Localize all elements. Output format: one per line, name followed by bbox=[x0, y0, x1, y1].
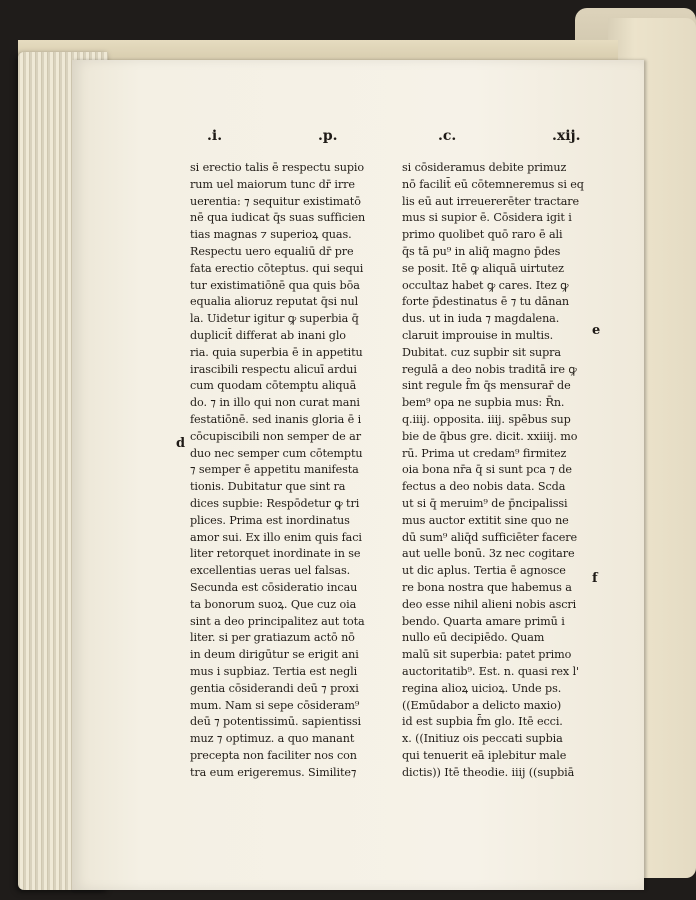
left-column-line: tionis. Dubitatur que sint ra bbox=[190, 480, 346, 494]
margin-note-e: e bbox=[592, 323, 601, 338]
margin-note-f: f bbox=[592, 571, 598, 586]
right-column-line: nullo eū decipiēdo. Quam bbox=[402, 631, 545, 645]
left-column-line: excellentias ueras uel falsas. bbox=[190, 564, 351, 578]
right-text-column bbox=[402, 160, 590, 781]
left-column-line: in deum dirigūtur se erigit ani bbox=[190, 648, 359, 662]
right-column-line: oia bona nr̄a q̄ si sunt pca ⁊ de bbox=[402, 463, 572, 477]
right-column-line: si cōsideramus debite primuz bbox=[402, 161, 567, 174]
margin-note-d: d bbox=[176, 436, 186, 451]
right-column-line: regina alioꝝ uicioꝝ. Unde ps. bbox=[402, 681, 562, 695]
left-column-line: duo nec semper cum cōtemptu bbox=[190, 446, 363, 460]
right-column-line: q̄s tā pu⁹ in aliq̄ magno p̄des bbox=[402, 244, 561, 258]
left-column-line: ria. quia superbia ē in appetitu bbox=[190, 345, 363, 359]
header-mark-3: .c. bbox=[438, 128, 457, 144]
right-column-line: ((Emūdabor a delicto maxio) bbox=[402, 698, 562, 712]
left-column-line: rum uel maiorum tunc dr̄ irre bbox=[190, 177, 355, 191]
running-header bbox=[0, 128, 696, 150]
left-column-line: equalia alioruz reputat q̄si nul bbox=[190, 295, 359, 309]
left-column-line: precepta non faciliter nos con bbox=[190, 748, 357, 762]
right-column-line: auctoritatib⁹. Est. n. quasi rex l' bbox=[402, 664, 580, 678]
left-column-line: irascibili respectu alicuī ardui bbox=[190, 362, 357, 376]
right-column-line: se posit. Itē ꝙ aliquā uirtutez bbox=[402, 261, 564, 275]
page-stack-top-edge bbox=[18, 40, 618, 62]
right-column-line: dū sum⁹ aliq̄d sufficiēter facere bbox=[402, 530, 577, 544]
header-mark-1: .i. bbox=[207, 128, 223, 144]
header-mark-4: .xij. bbox=[552, 128, 581, 144]
left-column-line: liter retorquet inordinate in se bbox=[190, 547, 361, 561]
left-column-line: uerentia: ⁊ sequitur existimatō bbox=[190, 194, 361, 208]
right-column-line: primo quolibet quō raro ē ali bbox=[402, 228, 563, 242]
right-column-line: Dubitat. cuz supbir sit supra bbox=[402, 345, 561, 359]
right-column-line: occultaz habet ꝙ cares. Itez ꝙ bbox=[402, 278, 569, 292]
left-column-line: cum quodam cōtemptu aliquā bbox=[190, 379, 357, 393]
right-column-line: forte p̄destinatus ē ⁊ tu dānan bbox=[402, 295, 569, 309]
left-column-line: deū ⁊ potentissimū. sapientissi bbox=[190, 715, 361, 729]
left-column-line: Secunda est cōsideratio incau bbox=[190, 580, 358, 594]
right-column-line: x. ((Initiuz ois peccati supbia bbox=[402, 732, 563, 746]
right-column-line: mus si supior ē. Cōsidera igit i bbox=[402, 211, 572, 225]
right-column-line: sint regule f̄m q̄s mensurar̄ de bbox=[402, 379, 571, 393]
right-column-line: regulā a deo nobis traditā ire ꝙ bbox=[402, 362, 577, 376]
left-column-line: mum. Nam si sepe cōsideram⁹ bbox=[190, 698, 360, 712]
right-column-line: dus. ut in iuda ⁊ magdalena. bbox=[402, 312, 560, 326]
left-column-line: tias magnas ⁊ superioꝝ quas. bbox=[190, 228, 352, 242]
right-column-line: nō facilit̄ eū cōtemneremus si eq bbox=[402, 177, 584, 191]
left-column-line: nē qua iudicat q̄s suas sufficien bbox=[190, 211, 366, 225]
left-column-line: liter. si per gratiazum actō nō bbox=[190, 631, 355, 645]
right-column-line: id est supbia f̄m glo. Itē ecci. bbox=[402, 715, 563, 729]
left-text-column bbox=[190, 160, 380, 781]
left-column-line: tur existimatiōnē qua quis bōa bbox=[190, 278, 360, 292]
left-column-line: Respectu uero equaliū dr̄ pre bbox=[190, 244, 354, 258]
left-column-line: sint a deo principalitez aut tota bbox=[190, 614, 365, 628]
right-column-line: bem⁹ opa ne supbia mus: R̄n. bbox=[402, 396, 565, 410]
right-column-line: ut dic aplus. Tertia ē agnosce bbox=[402, 564, 566, 578]
right-column-line: bie de q̄bus gre. dicit. xxiiij. mo bbox=[402, 429, 578, 443]
right-column-line: rū. Prima ut credam⁹ firmitez bbox=[402, 446, 567, 460]
left-column-line: ⁊ semper ē appetitu manifesta bbox=[190, 463, 359, 477]
right-column-line: claruit improuise in multis. bbox=[402, 328, 554, 342]
left-column-line: fata erectio cōteptus. qui sequi bbox=[190, 261, 364, 275]
right-column-line: deo esse nihil alieni nobis ascri bbox=[402, 597, 577, 611]
left-column-line: mus i supbiaz. Tertia est negli bbox=[190, 664, 358, 678]
left-column-line: duplicit̄ differat ab inani glo bbox=[190, 328, 346, 342]
right-column-line: dictis)) Itē theodie. iiij ((supbiā bbox=[402, 765, 575, 779]
left-column-line: festatiōnē. sed inanis gloria ē i bbox=[190, 412, 362, 426]
left-column-line: muz ⁊ optimuz. a quo manant bbox=[190, 732, 355, 746]
right-column-line: lis eū aut irreuererēter tractare bbox=[402, 194, 580, 208]
right-column-line: fectus a deo nobis data. Scda bbox=[402, 480, 566, 494]
right-column-line: q.iiij. opposita. iiij. spēbus sup bbox=[402, 412, 571, 426]
left-column-line: gentia cōsiderandi deū ⁊ proxi bbox=[190, 681, 359, 695]
right-column-line: ut si q̄ meruim⁹ de p̄ncipalissi bbox=[402, 496, 568, 510]
left-column-line: ta bonorum suoꝝ. Que cuz oia bbox=[190, 597, 357, 611]
left-column-line: cōcupiscibili non semper de ar bbox=[190, 429, 361, 443]
right-column-line: aut uelle bonū. 3z nec cogitare bbox=[402, 547, 575, 561]
left-column-line: dices supbie: Respōdetur ꝙ tri bbox=[190, 496, 360, 510]
right-column-line: qui tenuerit eā iplebitur male bbox=[402, 748, 567, 762]
left-column-line: amor sui. Ex illo enim quis faci bbox=[190, 530, 362, 544]
left-column-line: plices. Prima est inordinatus bbox=[190, 513, 350, 527]
left-column-line: si erectio talis ē respectu supio bbox=[190, 161, 365, 174]
right-column-line: malū sit superbia: patet primo bbox=[402, 648, 572, 662]
left-column-line: do. ⁊ in illo qui non curat mani bbox=[190, 396, 360, 410]
left-column-line: la. Uidetur igitur ꝙ superbia q̄ bbox=[190, 312, 359, 326]
header-mark-2: .p. bbox=[318, 128, 338, 144]
left-column-line: tra eum erigeremus. Similite⁊ bbox=[190, 765, 357, 779]
right-column-line: re bona nostra que habemus a bbox=[402, 580, 572, 594]
right-column-line: mus auctor extitit sine quo ne bbox=[402, 513, 569, 527]
right-column-line: bendo. Quarta amare primū i bbox=[402, 614, 565, 628]
